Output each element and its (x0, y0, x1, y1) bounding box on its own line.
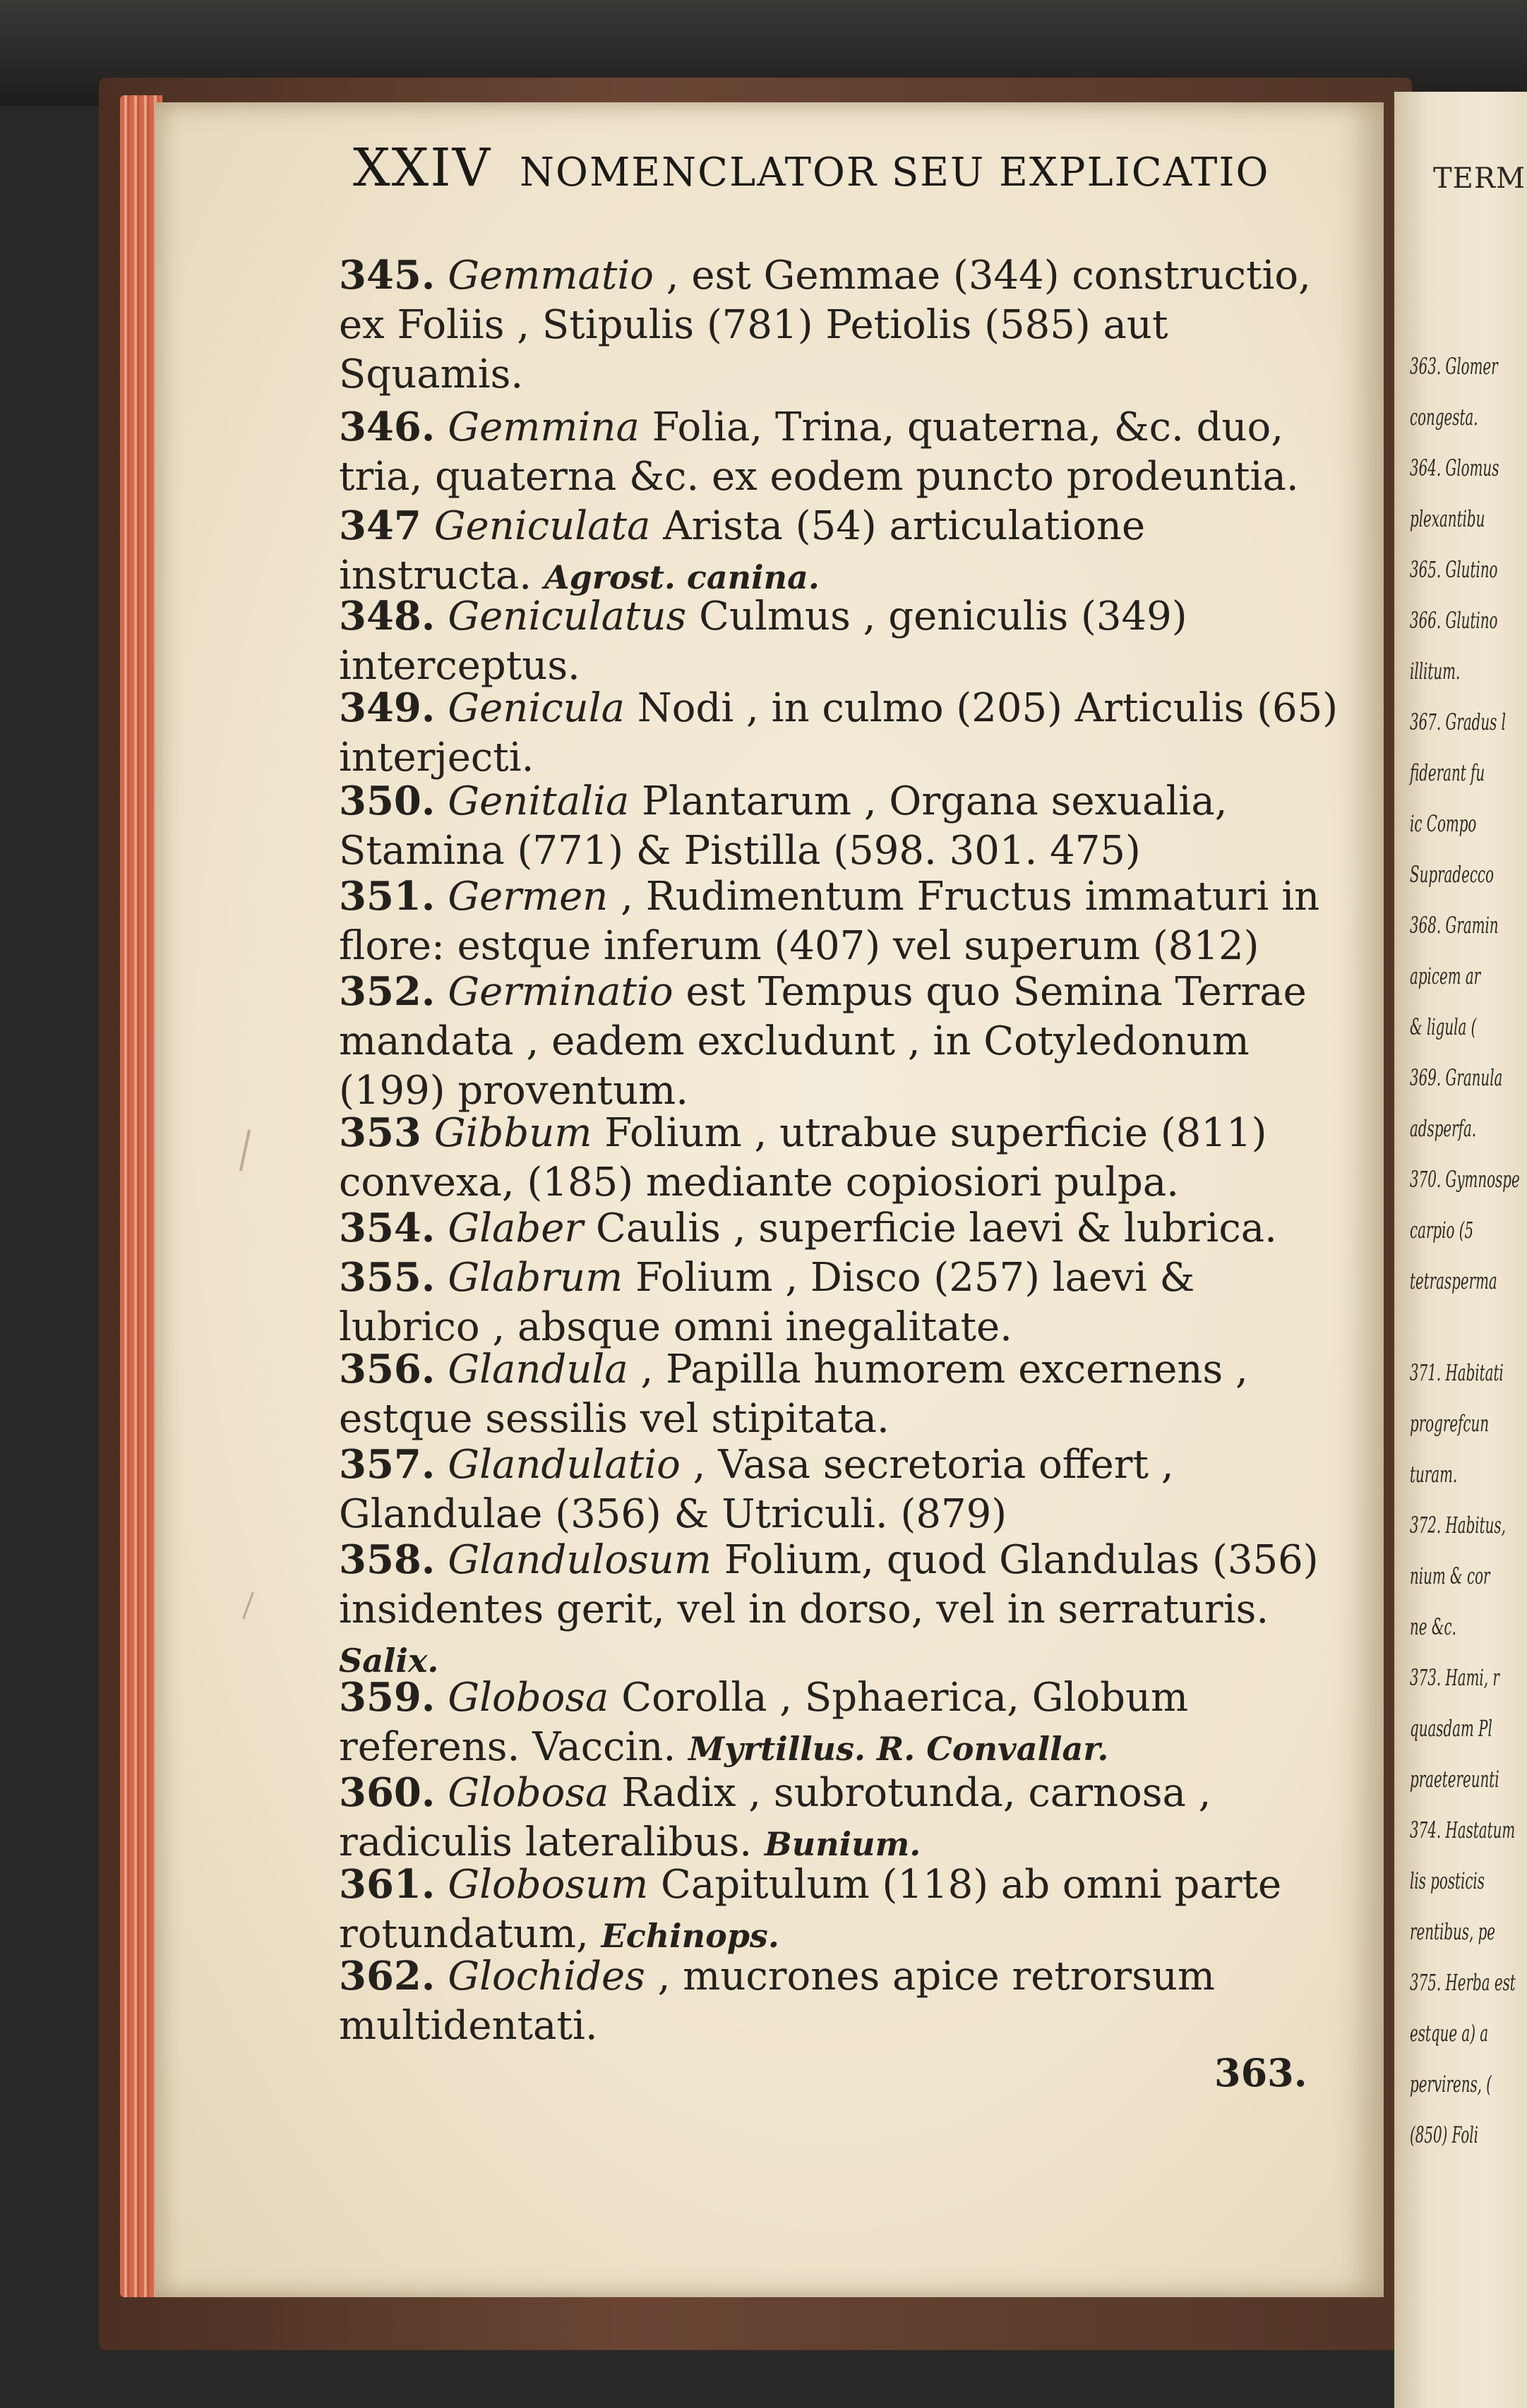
entry-number: 362. (339, 1953, 436, 1999)
facing-page-fragment: 374. Hastatum (1410, 1817, 1516, 1843)
entry-number: 356. (339, 1346, 436, 1392)
entry-body: , est Gemmae (344) constructio, ex Foliis , Stipulis (781) Petiolis (585) aut Squamis. (339, 253, 1311, 397)
entry-number: 358. (339, 1536, 436, 1583)
entry-360 (339, 1768, 1341, 1869)
entry-body: Nodi , in culmo (205) Articulis (65) interjecti. (339, 685, 1339, 781)
entry-359 (339, 1673, 1341, 1774)
running-head (353, 138, 1269, 198)
entry-349 (339, 683, 1341, 783)
entry-body: Corolla , Sphaerica, Globum referens. Vaccin. (339, 1675, 1189, 1770)
entry-number: 354. (339, 1205, 436, 1251)
entry-term: Geniculatus (448, 594, 687, 639)
facing-page-fragment: illitum. (1410, 658, 1461, 685)
facing-page-fragment: progrefcun (1410, 1410, 1490, 1437)
facing-page-fragment: lis posticis (1410, 1867, 1485, 1894)
facing-page-fragment: 363. Glomer (1410, 353, 1498, 380)
entry-355 (339, 1253, 1341, 1352)
facing-page-fragment: tetrasperma (1410, 1268, 1497, 1294)
entry-term: Globosa (448, 1770, 609, 1816)
facing-page-fragment: estque a) a (1410, 2020, 1489, 2047)
facing-page-fragment: rentibus, pe (1410, 1918, 1496, 1945)
entry-example: Echinops. (601, 1917, 779, 1955)
entry-term: Glaber (448, 1205, 584, 1251)
entry-example: Agrost. canina. (544, 558, 820, 596)
entry-body: Radix , subrotunda, carnosa , radiculis lateralibus. (339, 1770, 1211, 1865)
entry-body: Capitulum (118) ab omni parte rotundatum, (339, 1862, 1282, 1957)
entry-number: 349. (339, 685, 436, 731)
facing-page-fragment: ic Compo (1410, 810, 1477, 837)
entry-number: 360. (339, 1769, 436, 1816)
entry-358 (339, 1535, 1341, 1685)
entry-term: Gemmina (448, 404, 640, 450)
entry-body: , mucrones apice retrorsum multidentati. (339, 1954, 1216, 2049)
entry-body: Plantarum , Organa sexualia, Stamina (771) & Pistilla (598. 301. 475) (339, 778, 1228, 874)
facing-page-fragment: (850) Foli (1410, 2121, 1478, 2148)
entry-354 (339, 1203, 1341, 1253)
facing-page-fragment: congesta. (1410, 404, 1478, 431)
entry-term: Germinatio (448, 969, 673, 1015)
entry-example: Salix. (339, 1642, 439, 1680)
entry-example: Myrtillus. R. Convallar. (688, 1730, 1109, 1768)
facing-page-fragment: & ligula ( (1410, 1013, 1477, 1040)
facing-page-fragment: 369. Granula (1410, 1064, 1503, 1091)
entry-352 (339, 967, 1341, 1116)
facing-page-fragment: ne &c. (1410, 1613, 1456, 1640)
facing-page-fragment: 371. Habitati (1410, 1359, 1504, 1386)
entry-body: Arista (54) articulatione instructa. (339, 503, 1146, 598)
facing-page-fragment: 373. Hami, r (1410, 1664, 1499, 1691)
entry-number: 355. (339, 1254, 436, 1301)
facing-page (1394, 92, 1527, 2408)
facing-page-fragment: carpio (5 (1410, 1217, 1474, 1244)
entry-345 (339, 251, 1341, 399)
facing-page-fragment: 370. Gymnospe (1410, 1166, 1520, 1193)
facing-page-fragment: praetereunti (1410, 1766, 1499, 1793)
entry-number: 345. (339, 252, 436, 299)
entry-348 (339, 591, 1341, 691)
entry-term: Genicula (448, 685, 625, 731)
entry-number: 351. (339, 873, 436, 920)
facing-page-fragment: 375. Herba est (1410, 1969, 1516, 1996)
catchword: 363. (1214, 2050, 1307, 2095)
entry-term: Glabrum (448, 1255, 623, 1301)
entry-body: Folium , utrabue superficie (811) convexa, (185) mediante copiosiori pulpa. (339, 1110, 1267, 1205)
facing-page-header: TERM (1433, 162, 1526, 195)
facing-page-fragment: 368. Gramin (1410, 912, 1499, 939)
entry-number: 353 (339, 1109, 421, 1156)
entry-number: 347 (339, 502, 421, 549)
entry-term: Genitalia (448, 778, 630, 824)
entry-number: 346. (339, 404, 436, 450)
entry-body: Culmus , geniculis (349) interceptus. (339, 594, 1187, 689)
entry-body: Folium, quod Glandulas (356) insidentes gerit, vel in dorso, vel in serraturis. (339, 1537, 1319, 1632)
facing-page-fragment: 372. Habitus, (1410, 1512, 1506, 1539)
entry-number: 352. (339, 968, 436, 1015)
entry-term: Globosum (448, 1862, 649, 1908)
entry-body: , Rudimentum Fructus immaturi in flore: estque inferum (407) vel superum (812) (339, 874, 1320, 969)
entry-body: , Papilla humorem excernens , estque sessilis vel stipitata. (339, 1347, 1248, 1442)
facing-page-fragment: 366. Glutino (1410, 607, 1498, 634)
facing-page-fragment: pervirens, ( (1410, 2071, 1492, 2097)
entry-body: , Vasa secretoria offert , Glandulae (356) & Utriculi. (879) (339, 1442, 1174, 1537)
entry-term: Globosa (448, 1675, 609, 1721)
facing-page-fragment: fiderant fu (1410, 759, 1485, 786)
entry-number: 348. (339, 593, 436, 639)
entry-body: est Tempus quo Semina Terrae mandata , eadem excludunt , in Cotyledonum (199) proventum. (339, 969, 1307, 1114)
entry-term: Geniculata (433, 503, 651, 549)
entry-term: Glochides (448, 1954, 645, 1999)
entry-number: 359. (339, 1674, 436, 1721)
facing-page-fragment: 367. Gradus l (1410, 709, 1506, 735)
entry-number: 357. (339, 1441, 436, 1488)
entry-body: Folium , Disco (257) laevi & lubrico , absque omni inegalitate. (339, 1255, 1195, 1350)
facing-page-fragment: Supradecco (1410, 861, 1494, 888)
facing-page-fragment: turam. (1410, 1461, 1458, 1488)
entry-example: Bunium. (764, 1825, 921, 1863)
entry-362 (339, 1951, 1341, 2051)
entry-number: 350. (339, 778, 436, 824)
entry-346 (339, 402, 1341, 502)
facing-page-fragment: nium & cor (1410, 1563, 1490, 1589)
entry-term: Gibbum (433, 1110, 592, 1156)
page-number: XXIV (353, 138, 492, 198)
entry-350 (339, 776, 1341, 876)
entry-term: Glandulatio (448, 1442, 681, 1488)
facing-page-fragment: 364. Glomus (1410, 454, 1499, 481)
entry-body: Caulis , superficie laevi & lubrica. (596, 1205, 1277, 1251)
entry-number: 361. (339, 1861, 436, 1908)
facing-page-fragment: quasdam Pl (1410, 1715, 1492, 1742)
facing-page-fragment: 365. Glutino (1410, 556, 1498, 583)
entry-term: Germen (448, 874, 609, 920)
entry-361 (339, 1860, 1341, 1961)
facing-page-fragment: plexantibu (1410, 505, 1485, 532)
entry-347 (339, 501, 1341, 602)
entry-term: Glandula (448, 1347, 628, 1392)
entry-term: Gemmatio (448, 253, 654, 299)
entry-term: Glandulosum (448, 1537, 712, 1583)
facing-page-fragment: apicem ar (1410, 963, 1481, 989)
entry-356 (339, 1344, 1341, 1444)
entry-357 (339, 1440, 1341, 1539)
running-title: NOMENCLATOR SEU EXPLICATIO (520, 150, 1270, 195)
entry-body: Folia, Trina, quaterna, &c. duo, tria, quaterna &c. ex eodem puncto prodeuntia. (339, 404, 1299, 500)
entry-353 (339, 1108, 1341, 1208)
facing-page-fragment: adsperfa. (1410, 1115, 1477, 1142)
entry-351 (339, 872, 1341, 971)
